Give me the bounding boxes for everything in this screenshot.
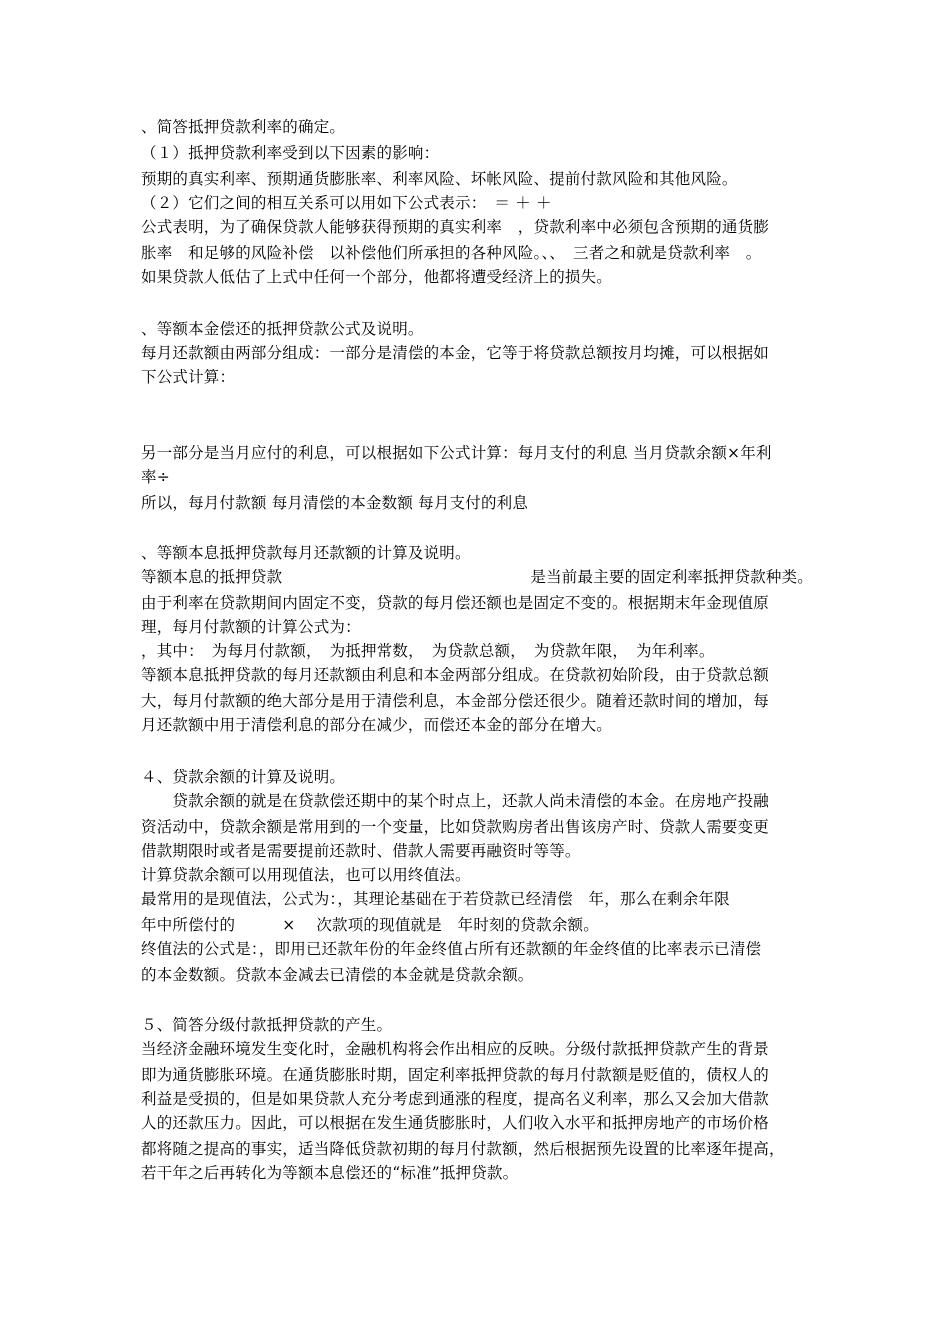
section5-paragraph-line: 都将随之提高的事实，适当降低贷款初期的每月付款额，然后根据预先设置的比率逐年提高， (141, 1140, 785, 1158)
section3-paragraph-line: 等额本息抵押贷款的每月还款额由利息和本金两部分组成。在贷款初始阶段，由于贷款总额 (141, 666, 770, 684)
section3-paragraph-line: 月还款额中用于清偿利息的部分在减少，而偿还本金的部分在增大。 (141, 716, 613, 734)
section5-heading: ５、简答分级付款抵押贷款的产生。 (141, 1016, 393, 1034)
section2-heading: 、等额本金偿还的抵押贷款公式及说明。 (141, 320, 424, 338)
section3-paragraph-line (141, 566, 813, 588)
section5-paragraph-line: 利益是受损的，但是如果贷款人充分考虑到通涨的程度，提高名义利率，那么又会加大借款 (141, 1090, 770, 1108)
section4-paragraph-line: 年中所偿付的 × 次款项的现值就是 年时刻的贷款余额。 (141, 916, 599, 934)
section3-paragraph-line: ，其中： 为每月付款额， 为抵押常数， 为贷款总额， 为贷款年限， 为年利率。 (141, 642, 715, 660)
section3-paragraph-line: 大，每月付款额的绝大部分是用于清偿利息，本金部分偿还很少。随着还款时间的增加，每 (141, 692, 770, 710)
section5-paragraph-line: 若干年之后再转化为等额本息偿还的“标准”抵押贷款。 (141, 1164, 519, 1182)
section3-paragraph-line: 理，每月付款额的计算公式为： (141, 618, 361, 636)
section4-paragraph-line: 终值法的公式是：，即用已还款年份的年金终值占所有还款额的年金终值的比率表示已清偿 (141, 940, 762, 958)
section5-paragraph-line: 当经济金融环境发生变化时，金融机构将会作出相应的反映。分级付款抵押贷款产生的背景 (141, 1040, 770, 1058)
section2-paragraph-line: 下公式计算： (141, 368, 236, 386)
section2-paragraph-line: 所以，每月付款额 每月清偿的本金数额 每月支付的利息 (141, 494, 529, 512)
section1-paragraph-line: 公式表明，为了确保贷款人能够获得预期的真实利率 ，贷款利率中必须包含预期的通货膨 (141, 218, 770, 236)
section1-heading: 、简答抵押贷款利率的确定。 (141, 118, 346, 136)
section4-paragraph-line: 贷款余额的就是在贷款偿还期中的某个时点上，还款人尚未清偿的本金。在房地产投融 (141, 792, 770, 810)
section1-paragraph-line: 胀率 和足够的风险补偿 以补偿他们所承担的各种风险。、、 三者之和就是贷款利率 。 (141, 244, 762, 262)
section3-line-left: 等额本息的抵押贷款 (141, 568, 283, 586)
section3-paragraph-line: 由于利率在贷款期间内固定不变，贷款的每月偿还额也是固定不变的。根据期末年金现值原 (141, 594, 770, 612)
section2-paragraph-line: 每月还款额由两部分组成：一部分是清偿的本金，它等于将贷款总额按月均摊，可以根据如 (141, 344, 770, 362)
section4-heading: ４、贷款余额的计算及说明。 (141, 768, 346, 786)
section2-paragraph-line: 率÷ (141, 468, 170, 486)
section1-factors: 预期的真实利率、预期通货膨胀率、利率风险、坏帐风险、提前付款风险和其他风险。 (141, 170, 738, 188)
section4-paragraph-line: 的本金数额。贷款本金减去已清偿的本金就是贷款余额。 (141, 966, 534, 984)
section5-paragraph-line: 人的还款压力。因此，可以根据在发生通货膨胀时，人们收入水平和抵押房地产的市场价格 (141, 1114, 770, 1132)
section4-paragraph-line: 资活动中，贷款余额是常用到的一个变量，比如贷款购房者出售该房产时、贷款人需要变更 (141, 818, 770, 836)
section1-item1: （１）抵押贷款利率受到以下因素的影响： (141, 144, 440, 162)
section4-paragraph-line: 计算贷款余额可以用现值法，也可以用终值法。 (141, 866, 471, 884)
section5-paragraph-line: 即为通货膨胀环境。在通货膨胀时期，固定利率抵押贷款的每月付款额是贬值的，债权人的 (141, 1066, 770, 1084)
section3-heading: 、等额本息抵押贷款每月还款额的计算及说明。 (141, 544, 471, 562)
section1-paragraph-line: 如果贷款人低估了上式中任何一个部分，他都将遭受经济上的损失。 (141, 268, 613, 286)
section1-item2: （２）它们之间的相互关系可以用如下公式表示： ＝ ＋ ＋ (141, 194, 552, 212)
section3-line-right: 是当前最主要的固定利率抵押贷款种类。 (530, 568, 813, 586)
section4-paragraph-line: 借款期限时或者是需要提前还款时、借款人需要再融资时等等。 (141, 842, 581, 860)
section4-paragraph-line: 最常用的是现值法，公式为：，其理论基础在于若贷款已经清偿 年，那么在剩余年限 (141, 890, 730, 908)
section2-paragraph-line: 另一部分是当月应付的利息，可以根据如下公式计算：每月支付的利息 当月贷款余额×年利 (141, 444, 772, 462)
